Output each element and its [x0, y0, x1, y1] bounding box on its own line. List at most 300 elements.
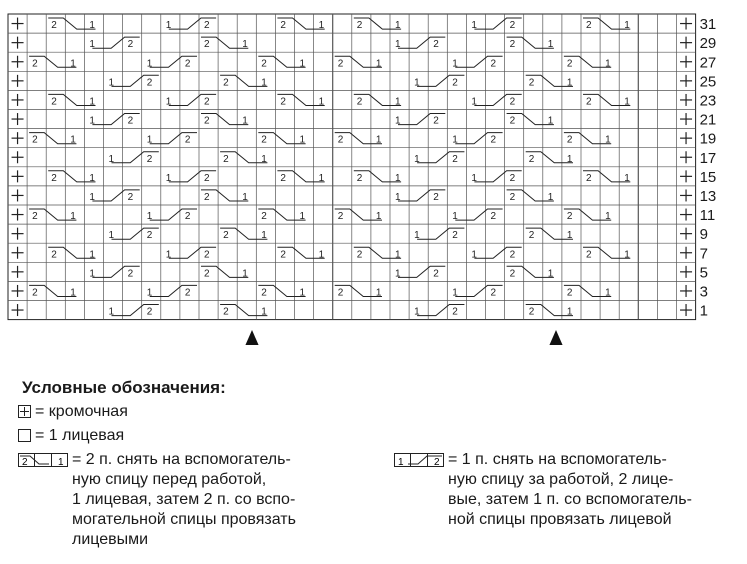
- cross-front-mark: [335, 209, 382, 222]
- legend-cross-front-label: = 2 п. снять на вспомогатель- ную спицу перед работой, 1 лицевая, затем 2 п. со вспо- могательной спицы провязать лицевыми: [72, 451, 296, 548]
- edge-stitch-mark: [12, 132, 24, 144]
- svg-text:2: 2: [223, 306, 229, 318]
- cross-front-mark: [277, 171, 324, 184]
- cross-back-mark: [109, 228, 159, 241]
- svg-text:2: 2: [452, 306, 458, 318]
- cross-front-mark: [220, 305, 267, 318]
- svg-text:2: 2: [528, 306, 535, 318]
- svg-text:2: 2: [528, 77, 535, 89]
- legend-knit: [18, 426, 124, 446]
- cross-front-mark: [277, 18, 324, 31]
- svg-text:2: 2: [204, 20, 210, 32]
- svg-text:2: 2: [566, 287, 573, 299]
- svg-text:1: 1: [375, 58, 382, 70]
- cross-front-mark: [201, 266, 248, 279]
- svg-text:1: 1: [547, 39, 554, 51]
- cross-front-mark: [354, 171, 401, 184]
- edge-stitch-mark: [12, 247, 24, 259]
- edge-stitch-mark: [12, 37, 24, 49]
- svg-text:1: 1: [165, 249, 172, 261]
- svg-text:1: 1: [624, 172, 630, 184]
- cross-front-mark: [48, 94, 95, 107]
- svg-text:1: 1: [414, 230, 420, 242]
- cross-front-mark: [201, 190, 248, 203]
- cross-front-mark: [29, 133, 76, 146]
- svg-text:2: 2: [509, 249, 516, 261]
- edge-stitch-mark: [12, 304, 24, 316]
- cross-back-mark: [166, 247, 216, 260]
- edge-stitch-mark: [680, 247, 692, 259]
- svg-text:2: 2: [490, 134, 497, 146]
- cross-front-mark: [583, 171, 630, 184]
- svg-text:2: 2: [261, 58, 267, 70]
- svg-text:1: 1: [242, 268, 248, 280]
- legend-edge: [18, 402, 128, 422]
- cross-back-symbol: [394, 453, 444, 467]
- cross-front-mark: [583, 18, 630, 31]
- svg-text:1: 1: [547, 268, 554, 280]
- row-number: 27: [699, 54, 717, 72]
- svg-text:1: 1: [452, 58, 458, 70]
- svg-text:1: 1: [605, 287, 611, 299]
- svg-text:1: 1: [395, 249, 401, 261]
- cross-front-mark: [48, 171, 95, 184]
- svg-text:1: 1: [452, 134, 458, 146]
- svg-text:1: 1: [70, 58, 76, 70]
- row-number: 25: [699, 73, 717, 91]
- cross-back-mark: [147, 133, 197, 146]
- cross-front-mark: [29, 209, 76, 222]
- cross-back-mark: [414, 305, 464, 318]
- svg-text:1: 1: [414, 306, 420, 318]
- svg-text:2: 2: [356, 172, 363, 184]
- cross-front-mark: [526, 228, 573, 241]
- arrow-up-icon: [245, 330, 259, 345]
- cross-front-mark: [564, 285, 611, 298]
- svg-text:2: 2: [204, 39, 210, 51]
- edge-stitch-mark: [12, 75, 24, 87]
- arrow-up-icon: [549, 330, 563, 345]
- cross-front-mark: [564, 56, 611, 69]
- svg-text:1: 1: [146, 58, 153, 70]
- svg-text:2: 2: [280, 172, 286, 184]
- svg-text:1: 1: [146, 134, 153, 146]
- svg-text:2: 2: [586, 172, 592, 184]
- svg-text:1: 1: [471, 96, 477, 108]
- cross-front-mark: [564, 133, 611, 146]
- svg-text:2: 2: [204, 172, 210, 184]
- svg-text:2: 2: [586, 96, 592, 108]
- svg-text:1: 1: [146, 287, 153, 299]
- svg-text:2: 2: [337, 211, 344, 223]
- svg-text:1: 1: [452, 287, 458, 299]
- cross-front-mark: [507, 114, 554, 127]
- svg-text:1: 1: [624, 249, 630, 261]
- cross-front-mark: [277, 247, 324, 260]
- svg-text:2: 2: [223, 230, 229, 242]
- cross-front-mark: [526, 152, 573, 165]
- svg-text:2: 2: [490, 211, 497, 223]
- cross-front-mark: [354, 247, 401, 260]
- svg-text:2: 2: [204, 115, 210, 127]
- svg-text:2: 2: [204, 192, 210, 203]
- svg-text:2: 2: [51, 96, 57, 108]
- row-number: 19: [699, 130, 717, 148]
- svg-text:2: 2: [586, 249, 592, 261]
- svg-text:1: 1: [89, 115, 95, 127]
- cross-front-mark: [507, 37, 554, 50]
- cross-front-mark: [277, 94, 324, 107]
- svg-text:1: 1: [375, 287, 382, 299]
- svg-text:2: 2: [280, 249, 286, 261]
- cross-back-mark: [109, 75, 159, 88]
- svg-text:2: 2: [184, 287, 191, 299]
- svg-text:1: 1: [242, 39, 248, 51]
- svg-text:2: 2: [32, 211, 38, 223]
- legend: [16, 372, 736, 562]
- row-number: 13: [699, 188, 717, 205]
- cross-front-mark: [258, 56, 305, 69]
- svg-text:2: 2: [127, 192, 134, 203]
- svg-text:1: 1: [471, 249, 477, 261]
- svg-text:1: 1: [261, 306, 267, 318]
- svg-text:2: 2: [452, 77, 458, 89]
- svg-text:1: 1: [395, 172, 401, 184]
- cross-back-mark: [452, 133, 502, 146]
- legend-cross-back: [394, 450, 734, 530]
- cross-back-mark: [166, 171, 216, 184]
- svg-text:2: 2: [280, 20, 286, 32]
- cross-back-mark: [89, 266, 139, 279]
- cross-back-mark: [471, 247, 521, 260]
- svg-text:2: 2: [433, 268, 439, 280]
- svg-text:2: 2: [32, 134, 38, 146]
- svg-text:1: 1: [566, 77, 573, 89]
- svg-text:2: 2: [566, 134, 573, 146]
- svg-text:2: 2: [452, 153, 458, 165]
- svg-text:1: 1: [299, 211, 306, 223]
- edge-stitch-mark: [680, 132, 692, 144]
- svg-text:2: 2: [356, 96, 363, 108]
- svg-text:2: 2: [146, 153, 153, 165]
- svg-text:1: 1: [299, 58, 306, 70]
- row-number: 9: [699, 226, 708, 244]
- svg-text:1: 1: [299, 287, 306, 299]
- svg-text:1: 1: [89, 172, 95, 184]
- svg-text:1: 1: [414, 153, 420, 165]
- cross-front-mark: [201, 37, 248, 50]
- row-number: 31: [699, 16, 717, 34]
- svg-text:2: 2: [223, 77, 229, 89]
- row-number: 21: [699, 111, 717, 129]
- svg-text:1: 1: [566, 306, 573, 318]
- svg-text:2: 2: [51, 249, 57, 261]
- cross-back-mark: [109, 305, 159, 318]
- edge-stitch-mark: [12, 228, 24, 240]
- svg-text:1: 1: [395, 115, 401, 127]
- legend-cross-front: [18, 450, 378, 550]
- svg-text:1: 1: [318, 20, 325, 32]
- svg-text:2: 2: [586, 20, 592, 32]
- svg-text:2: 2: [337, 134, 344, 146]
- edge-stitch-mark: [12, 285, 24, 297]
- cross-back-mark: [166, 94, 216, 107]
- svg-text:1: 1: [414, 77, 420, 89]
- legend-knit-label: = 1 лицевая: [35, 427, 125, 444]
- cross-back-mark: [452, 209, 502, 222]
- row-number: 29: [699, 35, 717, 53]
- svg-text:2: 2: [127, 268, 134, 280]
- cross-back-mark: [166, 18, 216, 31]
- svg-text:1: 1: [70, 287, 76, 299]
- svg-text:1: 1: [624, 96, 630, 108]
- cross-front-mark: [564, 209, 611, 222]
- svg-text:1: 1: [318, 96, 325, 108]
- svg-text:1: 1: [108, 230, 115, 242]
- chart-grid: [8, 14, 696, 320]
- cross-back-mark: [109, 152, 159, 165]
- svg-text:1: 1: [395, 192, 401, 203]
- svg-text:2: 2: [280, 96, 286, 108]
- svg-text:2: 2: [566, 211, 573, 223]
- svg-text:1: 1: [471, 172, 477, 184]
- svg-text:2: 2: [51, 172, 57, 184]
- svg-text:2: 2: [433, 192, 439, 203]
- cross-back-mark: [89, 190, 139, 203]
- row-numbers: [700, 16, 717, 320]
- svg-text:1: 1: [261, 230, 267, 242]
- edge-stitch-mark: [680, 94, 692, 106]
- cross-back-mark: [452, 56, 502, 69]
- svg-text:1: 1: [547, 192, 554, 203]
- edge-stitch-mark: [680, 304, 692, 316]
- svg-text:2: 2: [337, 287, 344, 299]
- cross-front-mark: [220, 152, 267, 165]
- cross-front-mark: [354, 18, 401, 31]
- cross-symbols: [29, 18, 630, 318]
- edge-stitch-mark: [680, 285, 692, 297]
- svg-text:2: 2: [509, 115, 516, 127]
- svg-text:2: 2: [509, 20, 516, 32]
- row-number: 15: [699, 168, 717, 186]
- edge-stitch-mark: [12, 56, 24, 68]
- cross-front-mark: [354, 94, 401, 107]
- svg-text:2: 2: [184, 134, 191, 146]
- svg-text:2: 2: [528, 230, 535, 242]
- cross-front-mark: [526, 75, 573, 88]
- svg-text:1: 1: [89, 20, 95, 32]
- cross-front-mark: [258, 133, 305, 146]
- svg-text:1: 1: [395, 268, 401, 280]
- svg-text:2: 2: [32, 58, 38, 70]
- svg-text:1: 1: [605, 211, 611, 223]
- svg-text:1: 1: [70, 134, 76, 146]
- svg-text:1: 1: [624, 20, 630, 32]
- svg-text:1: 1: [146, 211, 153, 223]
- legend-edge-label: = кромочная: [35, 403, 128, 420]
- cross-front-mark: [583, 247, 630, 260]
- cross-front-symbol-right: 1: [58, 457, 64, 467]
- svg-text:2: 2: [261, 211, 267, 223]
- svg-text:2: 2: [146, 77, 153, 89]
- svg-text:2: 2: [204, 249, 210, 261]
- cross-back-mark: [395, 37, 445, 50]
- svg-text:1: 1: [299, 134, 306, 146]
- svg-text:1: 1: [566, 153, 573, 165]
- cross-back-mark: [395, 114, 445, 127]
- arrows: [245, 330, 563, 345]
- edge-stitch-mark: [680, 209, 692, 221]
- svg-text:1: 1: [108, 77, 115, 89]
- cross-front-mark: [335, 285, 382, 298]
- svg-text:1: 1: [89, 39, 95, 51]
- edge-stitch-mark: [680, 113, 692, 125]
- edge-stitch-mark: [680, 18, 692, 30]
- svg-text:1: 1: [261, 153, 267, 165]
- svg-text:1: 1: [566, 230, 573, 242]
- cross-front-mark: [258, 285, 305, 298]
- cross-back-mark: [147, 285, 197, 298]
- svg-text:2: 2: [146, 306, 153, 318]
- cross-back-mark: [89, 114, 139, 127]
- cross-back-mark: [471, 171, 521, 184]
- cross-back-mark: [414, 152, 464, 165]
- svg-text:1: 1: [318, 172, 325, 184]
- edge-stitch-mark: [680, 228, 692, 240]
- svg-text:1: 1: [89, 96, 95, 108]
- cross-front-mark: [201, 114, 248, 127]
- cross-back-mark: [89, 37, 139, 50]
- edge-stitch-mark: [12, 209, 24, 221]
- edge-stitch-mark: [680, 170, 692, 182]
- cross-back-mark: [452, 285, 502, 298]
- svg-text:2: 2: [184, 211, 191, 223]
- cross-front-symbol-left: 2: [22, 457, 28, 467]
- svg-text:1: 1: [261, 77, 267, 89]
- svg-text:2: 2: [490, 58, 497, 70]
- cross-front-mark: [258, 209, 305, 222]
- cross-back-mark: [414, 228, 464, 241]
- svg-text:2: 2: [566, 58, 573, 70]
- edge-stitch-mark: [12, 151, 24, 163]
- cross-back-symbol-left: 1: [398, 457, 404, 467]
- svg-text:1: 1: [89, 268, 95, 280]
- edge-stitch-mark: [12, 94, 24, 106]
- svg-text:1: 1: [89, 249, 95, 261]
- edge-stitch-mark: [12, 113, 24, 125]
- svg-text:1: 1: [395, 96, 401, 108]
- legend-title: Условные обозначения:: [22, 378, 226, 397]
- svg-text:2: 2: [204, 268, 210, 280]
- cross-front-mark: [507, 266, 554, 279]
- knit-stitch-symbol: [18, 429, 31, 442]
- svg-text:2: 2: [528, 153, 535, 165]
- cross-front-mark: [48, 247, 95, 260]
- svg-text:1: 1: [70, 211, 76, 223]
- svg-text:2: 2: [356, 249, 363, 261]
- svg-text:1: 1: [318, 249, 325, 261]
- svg-text:1: 1: [605, 58, 611, 70]
- cross-back-mark: [471, 94, 521, 107]
- svg-text:1: 1: [108, 153, 115, 165]
- svg-text:2: 2: [509, 268, 516, 280]
- edge-stitch-mark: [680, 151, 692, 163]
- edge-stitch-mark: [680, 189, 692, 201]
- svg-text:2: 2: [452, 230, 458, 242]
- edge-stitch-mark: [680, 75, 692, 87]
- svg-text:1: 1: [108, 306, 115, 318]
- svg-text:1: 1: [375, 211, 382, 223]
- cross-front-mark: [335, 133, 382, 146]
- edge-stitch-mark: [12, 266, 24, 278]
- edge-stitch-mark: [12, 189, 24, 201]
- svg-text:1: 1: [395, 39, 401, 51]
- svg-text:1: 1: [165, 20, 172, 32]
- svg-text:1: 1: [452, 211, 458, 223]
- svg-text:1: 1: [242, 115, 248, 127]
- svg-text:2: 2: [127, 39, 134, 51]
- cross-back-mark: [414, 75, 464, 88]
- cross-front-mark: [29, 285, 76, 298]
- cross-back-mark: [395, 190, 445, 203]
- svg-text:2: 2: [490, 287, 497, 299]
- cross-back-mark: [147, 56, 197, 69]
- svg-text:1: 1: [605, 134, 611, 146]
- svg-text:2: 2: [509, 172, 516, 184]
- edge-stitch-mark: [680, 37, 692, 49]
- row-number: 7: [699, 245, 708, 263]
- cross-front-mark: [220, 228, 267, 241]
- svg-text:1: 1: [165, 172, 172, 184]
- svg-text:1: 1: [242, 192, 248, 203]
- svg-text:1: 1: [547, 115, 554, 127]
- svg-text:2: 2: [127, 115, 134, 127]
- svg-text:2: 2: [204, 96, 210, 108]
- svg-text:2: 2: [32, 287, 38, 299]
- svg-text:2: 2: [146, 230, 153, 242]
- svg-text:1: 1: [165, 96, 172, 108]
- edge-stitch-mark: [680, 266, 692, 278]
- svg-text:2: 2: [337, 58, 344, 70]
- row-number: 3: [699, 283, 708, 301]
- cross-back-mark: [147, 209, 197, 222]
- cross-front-mark: [507, 190, 554, 203]
- cross-front-mark: [29, 56, 76, 69]
- svg-text:2: 2: [433, 115, 439, 127]
- svg-text:1: 1: [89, 192, 95, 203]
- row-number: 5: [699, 264, 708, 282]
- cross-back-mark: [395, 266, 445, 279]
- row-number: 23: [699, 92, 717, 110]
- legend-cross-back-label: = 1 п. снять на вспомогатель- ную спицу за работой, 2 лице- вые, затем 1 п. со вспомогатель- ной спицы провязать лицевой: [448, 451, 692, 528]
- row-number: 1: [699, 302, 708, 320]
- svg-text:2: 2: [223, 153, 229, 165]
- edge-stitch-mark: [12, 18, 24, 30]
- svg-text:2: 2: [509, 192, 516, 203]
- edge-stitch-mark: [680, 56, 692, 68]
- row-number: 17: [699, 149, 717, 167]
- svg-text:2: 2: [184, 58, 191, 70]
- svg-text:2: 2: [356, 20, 363, 32]
- cross-front-mark: [335, 56, 382, 69]
- svg-text:2: 2: [433, 39, 439, 51]
- svg-text:2: 2: [51, 20, 57, 32]
- cross-front-mark: [526, 305, 573, 318]
- cross-front-mark: [48, 18, 95, 31]
- edge-stitch-symbol: [18, 405, 31, 418]
- svg-text:1: 1: [471, 20, 477, 32]
- svg-text:1: 1: [375, 134, 382, 146]
